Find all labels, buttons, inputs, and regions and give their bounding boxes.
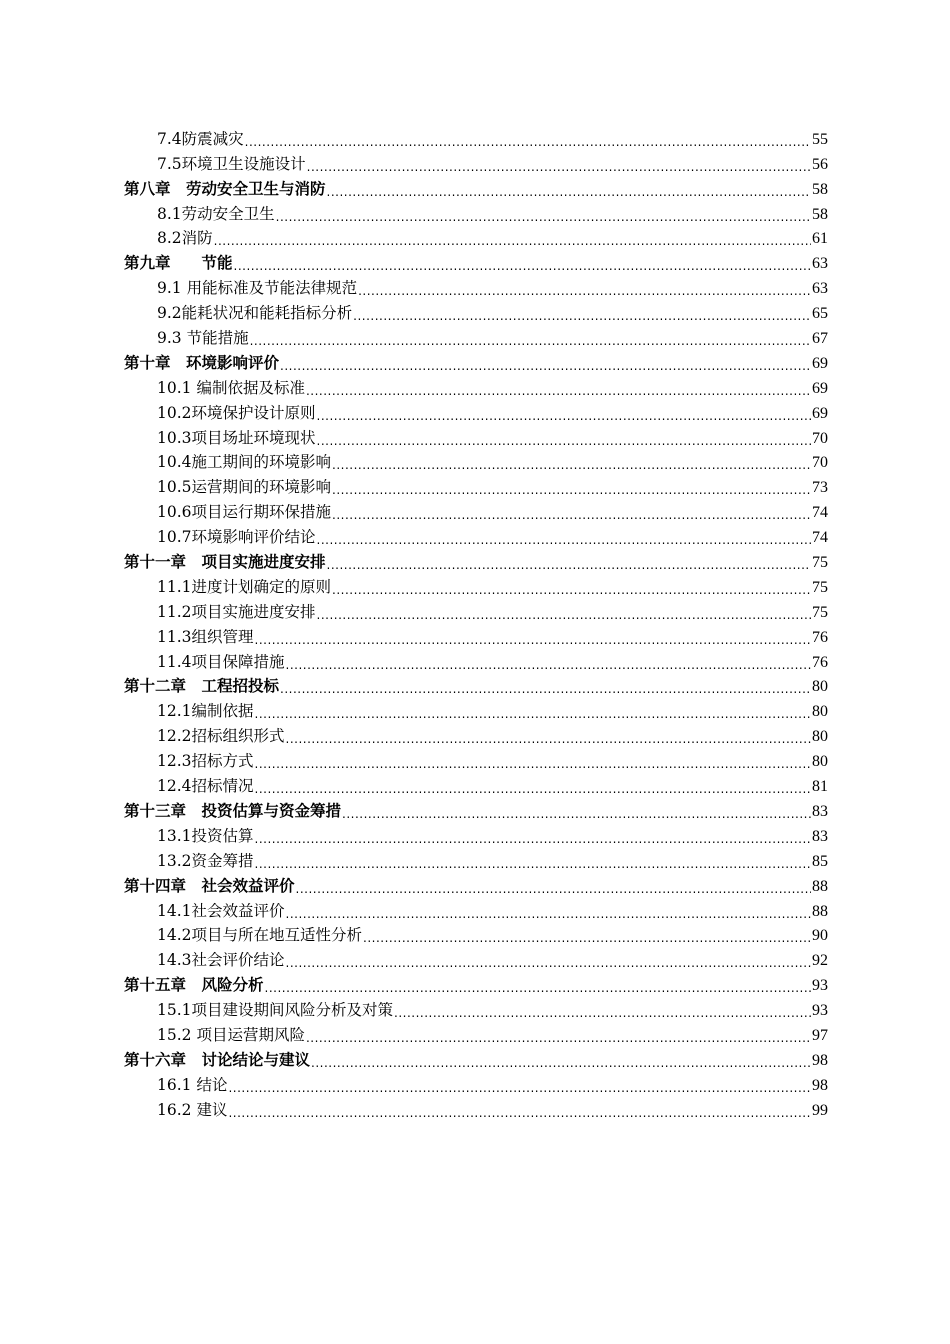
- toc-entry-title: 8.2消防: [157, 229, 213, 248]
- toc-page-number: 88: [812, 877, 828, 895]
- dot-leader: [286, 956, 811, 970]
- toc-entry-title: 10.2环境保护设计原则: [157, 403, 316, 422]
- dot-leader: [280, 682, 811, 696]
- dot-leader: [332, 458, 811, 472]
- toc-page-number: 63: [812, 255, 828, 273]
- toc-entry-title: 第八章 劳动安全卫生与消防: [124, 179, 326, 198]
- toc-entry-title: 14.1社会效益评价: [157, 901, 285, 920]
- toc-entry-title: 第九章 节能: [124, 254, 233, 273]
- dot-leader: [394, 1006, 811, 1020]
- toc-entry-title: 第十一章 项目实施进度安排: [124, 553, 326, 572]
- dot-leader: [307, 160, 811, 174]
- toc-page-number: 83: [812, 827, 828, 845]
- toc-section-entry[interactable]: [124, 448, 828, 473]
- toc-section-entry[interactable]: [124, 597, 828, 622]
- toc-page-number: 98: [812, 1076, 828, 1094]
- toc-page-number: 70: [812, 454, 828, 472]
- toc-entry-title: 10.5运营期间的环境影响: [157, 478, 332, 497]
- toc-page-number: 65: [812, 305, 828, 323]
- dot-leader: [228, 1081, 811, 1095]
- toc-entry-title: 15.1项目建设期间风险分析及对策: [157, 1001, 394, 1020]
- dot-leader: [286, 658, 811, 672]
- toc-section-entry[interactable]: [124, 921, 828, 946]
- dot-leader: [332, 508, 811, 522]
- toc-page-number: 61: [812, 230, 828, 248]
- toc-entry-title: 12.3招标方式: [157, 752, 254, 771]
- toc-entry-title: 14.3社会评价结论: [157, 951, 285, 970]
- table-of-contents: [124, 124, 828, 1120]
- dot-leader: [317, 409, 811, 423]
- toc-entry-title: 9.1 用能标准及节能法律规范: [157, 279, 358, 298]
- toc-section-entry[interactable]: [124, 149, 828, 174]
- dot-leader: [255, 757, 811, 771]
- toc-page-number: 93: [812, 977, 828, 995]
- toc-page-number: 80: [812, 678, 828, 696]
- dot-leader: [327, 558, 811, 572]
- toc-section-entry[interactable]: [124, 1095, 828, 1120]
- toc-entry-title: 10.3项目场址环境现状: [157, 428, 316, 447]
- dot-leader: [332, 583, 811, 597]
- toc-entry-title: 7.5环境卫生设施设计: [157, 154, 306, 173]
- toc-section-entry[interactable]: [124, 821, 828, 846]
- toc-entry-title: 8.1劳动安全卫生: [157, 204, 275, 223]
- toc-section-entry[interactable]: [124, 1070, 828, 1095]
- toc-page-number: 80: [812, 703, 828, 721]
- toc-entry-title: 12.1编制依据: [157, 702, 254, 721]
- toc-page-number: 55: [812, 130, 828, 148]
- dot-leader: [311, 1056, 811, 1070]
- toc-page-number: 81: [812, 778, 828, 796]
- toc-entry-title: 14.2项目与所在地互适性分析: [157, 926, 363, 945]
- toc-entry-title: 11.4项目保障措施: [157, 652, 285, 671]
- toc-page-number: 98: [812, 1051, 828, 1069]
- toc-entry-title: 10.7环境影响评价结论: [157, 528, 316, 547]
- toc-entry-title: 9.2能耗状况和能耗指标分析: [157, 304, 353, 323]
- toc-section-entry[interactable]: [124, 647, 828, 672]
- dot-leader: [306, 1031, 811, 1045]
- toc-section-entry[interactable]: [124, 497, 828, 522]
- toc-entry-title: 第十六章 讨论结论与建议: [124, 1050, 311, 1069]
- toc-entry-title: 12.2招标组织形式: [157, 727, 285, 746]
- dot-leader: [255, 633, 811, 647]
- toc-entry-title: 11.2项目实施进度安排: [157, 602, 316, 621]
- toc-page-number: 88: [812, 902, 828, 920]
- dot-leader: [332, 483, 811, 497]
- toc-page-number: 69: [812, 379, 828, 397]
- toc-entry-title: 10.1 编制依据及标准: [157, 378, 305, 397]
- toc-section-entry[interactable]: [124, 373, 828, 398]
- dot-leader: [363, 931, 811, 945]
- toc-section-entry[interactable]: [124, 846, 828, 871]
- toc-page-number: 67: [812, 330, 828, 348]
- toc-page-number: 56: [812, 155, 828, 173]
- toc-page-number: 58: [812, 205, 828, 223]
- toc-entry-title: 第十五章 风险分析: [124, 976, 264, 995]
- toc-entry-title: 11.3组织管理: [157, 627, 254, 646]
- toc-entry-title: 第十三章 投资估算与资金筹措: [124, 801, 342, 820]
- dot-leader: [245, 135, 811, 149]
- toc-page-number: 63: [812, 280, 828, 298]
- toc-section-entry[interactable]: [124, 398, 828, 423]
- toc-entry-title: 11.1进度计划确定的原则: [157, 577, 332, 596]
- toc-page-number: 99: [812, 1101, 828, 1119]
- toc-entry-title: 15.2 项目运营期风险: [157, 1025, 305, 1044]
- toc-page-number: 90: [812, 927, 828, 945]
- toc-chapter-entry[interactable]: [124, 871, 828, 896]
- dot-leader: [342, 807, 811, 821]
- toc-section-entry[interactable]: [124, 323, 828, 348]
- dot-leader: [306, 384, 811, 398]
- toc-section-entry[interactable]: [124, 771, 828, 796]
- toc-page-number: 97: [812, 1026, 828, 1044]
- toc-section-entry[interactable]: [124, 423, 828, 448]
- toc-section-entry[interactable]: [124, 124, 828, 149]
- toc-page-number: 85: [812, 852, 828, 870]
- dot-leader: [265, 981, 811, 995]
- toc-entry-title: 16.1 结论: [157, 1075, 228, 1094]
- toc-section-entry[interactable]: [124, 199, 828, 224]
- toc-page-number: 74: [812, 504, 828, 522]
- toc-entry-title: 10.4施工期间的环境影响: [157, 453, 332, 472]
- toc-entry-title: 9.3 节能措施: [157, 329, 249, 348]
- toc-section-entry[interactable]: [124, 522, 828, 547]
- toc-entry-title: 第十章 环境影响评价: [124, 353, 280, 372]
- dot-leader: [228, 1106, 811, 1120]
- toc-page-number: 83: [812, 802, 828, 820]
- toc-entry-title: 第十四章 社会效益评价: [124, 876, 295, 895]
- dot-leader: [214, 234, 811, 248]
- toc-section-entry[interactable]: [124, 746, 828, 771]
- toc-section-entry[interactable]: [124, 572, 828, 597]
- toc-section-entry[interactable]: [124, 273, 828, 298]
- toc-section-entry[interactable]: [124, 472, 828, 497]
- toc-entry-title: 13.2资金筹措: [157, 851, 254, 870]
- dot-leader: [353, 309, 811, 323]
- toc-section-entry[interactable]: [124, 721, 828, 746]
- toc-chapter-entry[interactable]: [124, 796, 828, 821]
- dot-leader: [255, 782, 811, 796]
- toc-page-number: 92: [812, 952, 828, 970]
- dot-leader: [255, 707, 811, 721]
- toc-page-number: 69: [812, 404, 828, 422]
- toc-chapter-entry[interactable]: [124, 672, 828, 697]
- dot-leader: [286, 732, 811, 746]
- toc-chapter-entry[interactable]: [124, 174, 828, 199]
- toc-section-entry[interactable]: [124, 945, 828, 970]
- toc-chapter-entry[interactable]: [124, 547, 828, 572]
- toc-entry-title: 第十二章 工程招投标: [124, 677, 280, 696]
- dot-leader: [286, 907, 811, 921]
- toc-page-number: 93: [812, 1002, 828, 1020]
- toc-page-number: 76: [812, 653, 828, 671]
- dot-leader: [317, 608, 811, 622]
- toc-entry-title: 12.4招标情况: [157, 777, 254, 796]
- toc-chapter-entry[interactable]: [124, 248, 828, 273]
- toc-section-entry[interactable]: [124, 696, 828, 721]
- dot-leader: [255, 857, 811, 871]
- dot-leader: [296, 882, 811, 896]
- toc-entry-title: 16.2 建议: [157, 1100, 228, 1119]
- dot-leader: [358, 284, 811, 298]
- toc-section-entry[interactable]: [124, 995, 828, 1020]
- toc-section-entry[interactable]: [124, 298, 828, 323]
- toc-page-number: 74: [812, 529, 828, 547]
- dot-leader: [280, 359, 811, 373]
- toc-page-number: 73: [812, 479, 828, 497]
- toc-chapter-entry[interactable]: [124, 348, 828, 373]
- dot-leader: [317, 434, 811, 448]
- toc-page-number: 75: [812, 578, 828, 596]
- toc-section-entry[interactable]: [124, 1020, 828, 1045]
- dot-leader: [327, 185, 811, 199]
- toc-page-number: 75: [812, 603, 828, 621]
- toc-page-number: 80: [812, 753, 828, 771]
- toc-page-number: 75: [812, 554, 828, 572]
- toc-entry-title: 13.1投资估算: [157, 826, 254, 845]
- dot-leader: [276, 210, 811, 224]
- dot-leader: [234, 259, 811, 273]
- dot-leader: [317, 533, 811, 547]
- toc-section-entry[interactable]: [124, 896, 828, 921]
- toc-page-number: 70: [812, 429, 828, 447]
- toc-page-number: 69: [812, 354, 828, 372]
- toc-page-number: 76: [812, 628, 828, 646]
- toc-section-entry[interactable]: [124, 224, 828, 249]
- toc-page-number: 58: [812, 180, 828, 198]
- toc-chapter-entry[interactable]: [124, 1045, 828, 1070]
- toc-entry-title: 7.4防震减灾: [157, 129, 244, 148]
- dot-leader: [255, 832, 811, 846]
- toc-page-number: 80: [812, 728, 828, 746]
- dot-leader: [250, 334, 811, 348]
- toc-entry-title: 10.6项目运行期环保措施: [157, 503, 332, 522]
- toc-chapter-entry[interactable]: [124, 970, 828, 995]
- toc-section-entry[interactable]: [124, 622, 828, 647]
